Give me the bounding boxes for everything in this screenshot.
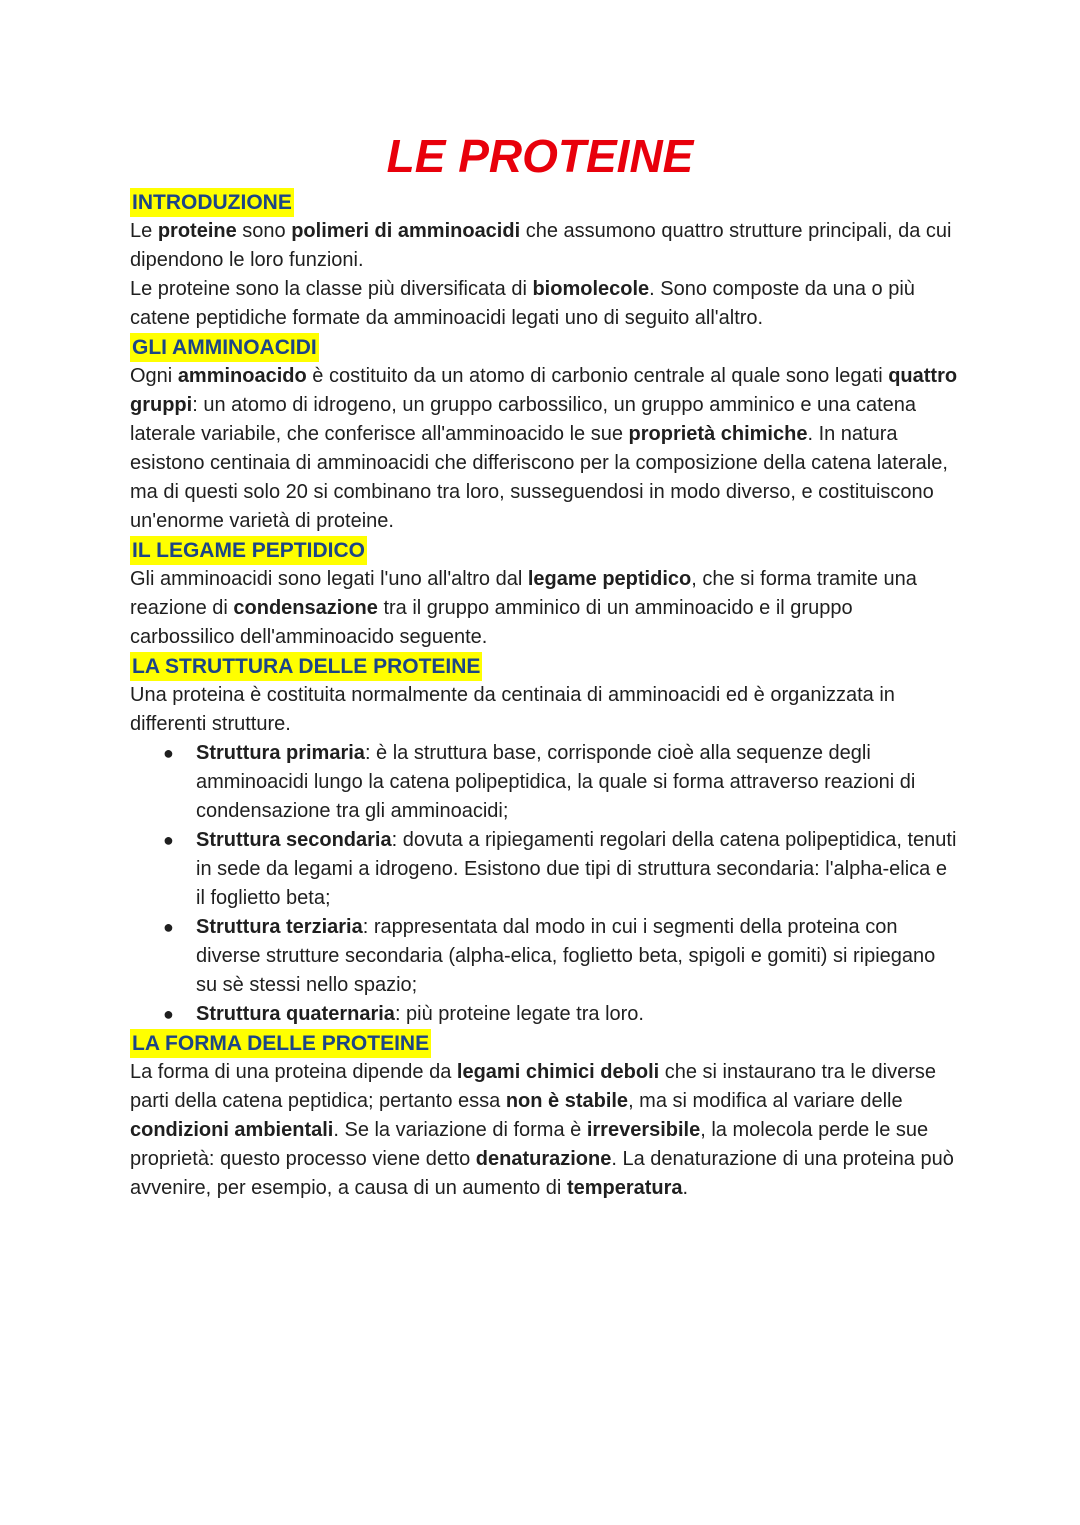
paragraph-legame-peptidico: Gli amminoacidi sono legati l'uno all'altro dal legame peptidico, che si forma tramite una reazione di condensazione tra il gruppo amminico di un amminoacido e il gruppo carbossilico dell'amminoacido seguente. bbox=[130, 568, 917, 648]
bullet-icon: ● bbox=[163, 743, 174, 763]
page-title: LE PROTEINE bbox=[386, 130, 694, 182]
list-item: ● Struttura quaternaria: più proteine legate tra loro. bbox=[130, 1000, 960, 1029]
list-item: ● Struttura terziaria: rappresentata dal modo in cui i segmenti della proteina con diverse strutture secondaria (alpha-elica, foglietto beta, spigoli e gomiti) si ripiegano su sè stessi nello spazio; bbox=[130, 913, 960, 1000]
document-page bbox=[130, 128, 960, 1203]
paragraph-struttura: Una proteina è costituita normalmente da centinaia di amminoacidi ed è organizzata in differenti strutture. bbox=[130, 684, 895, 735]
list-item: ● Struttura secondaria: dovuta a ripiegamenti regolari della catena polipeptidica, tenuti in sede da legami a idrogeno. Esistono due tipi di struttura secondaria: l'alpha-elica e il foglietto beta; bbox=[130, 826, 960, 913]
section-heading-legame-peptidico: IL LEGAME PEPTIDICO bbox=[130, 536, 367, 565]
list-item: ● Struttura primaria: è la struttura base, corrisponde cioè alla sequenze degli amminoacidi lungo la catena polipeptidica, la quale si forma attraverso reazioni di condensazione tra gli amminoacidi; bbox=[130, 739, 960, 826]
bullet-icon: ● bbox=[163, 1004, 174, 1024]
section-heading-introduzione: INTRODUZIONE bbox=[130, 188, 294, 217]
section-heading-struttura: LA STRUTTURA DELLE PROTEINE bbox=[130, 652, 482, 681]
bullet-icon: ● bbox=[163, 917, 174, 937]
bullet-icon: ● bbox=[163, 830, 174, 850]
section-heading-amminoacidi: GLI AMMINOACIDI bbox=[130, 333, 319, 362]
paragraph-intro-1: Le proteine sono polimeri di amminoacidi che assumono quattro strutture principali, da cui dipendono le loro funzioni. bbox=[130, 220, 952, 271]
structure-list bbox=[130, 739, 960, 1029]
paragraph-intro-2: Le proteine sono la classe più diversificata di biomolecole. Sono composte da una o più catene peptidiche formate da amminoacidi legati uno di seguito all'altro. bbox=[130, 278, 915, 329]
paragraph-forma: La forma di una proteina dipende da legami chimici deboli che si instaurano tra le diverse parti della catena peptidica; pertanto essa non è stabile, ma si modifica al variare delle condizioni ambientali. Se la variazione di forma è irreversibile, la molecola perde le sue proprietà: questo processo viene detto denaturazione. La denaturazione di una proteina può avvenire, per esempio, a causa di un aumento di temperatura. bbox=[130, 1061, 954, 1199]
section-heading-forma: LA FORMA DELLE PROTEINE bbox=[130, 1029, 431, 1058]
paragraph-amminoacidi: Ogni amminoacido è costituito da un atomo di carbonio centrale al quale sono legati quattro gruppi: un atomo di idrogeno, un gruppo carbossilico, un gruppo amminico e una catena laterale variabile, che conferisce all'amminoacido le sue proprietà chimiche. In natura esistono centinaia di amminoacidi che differiscono per la composizione della catena laterale, ma di questi solo 20 si combinano tra loro, susseguendosi in modo diverso, e costituiscono un'enorme varietà di proteine. bbox=[130, 365, 958, 532]
